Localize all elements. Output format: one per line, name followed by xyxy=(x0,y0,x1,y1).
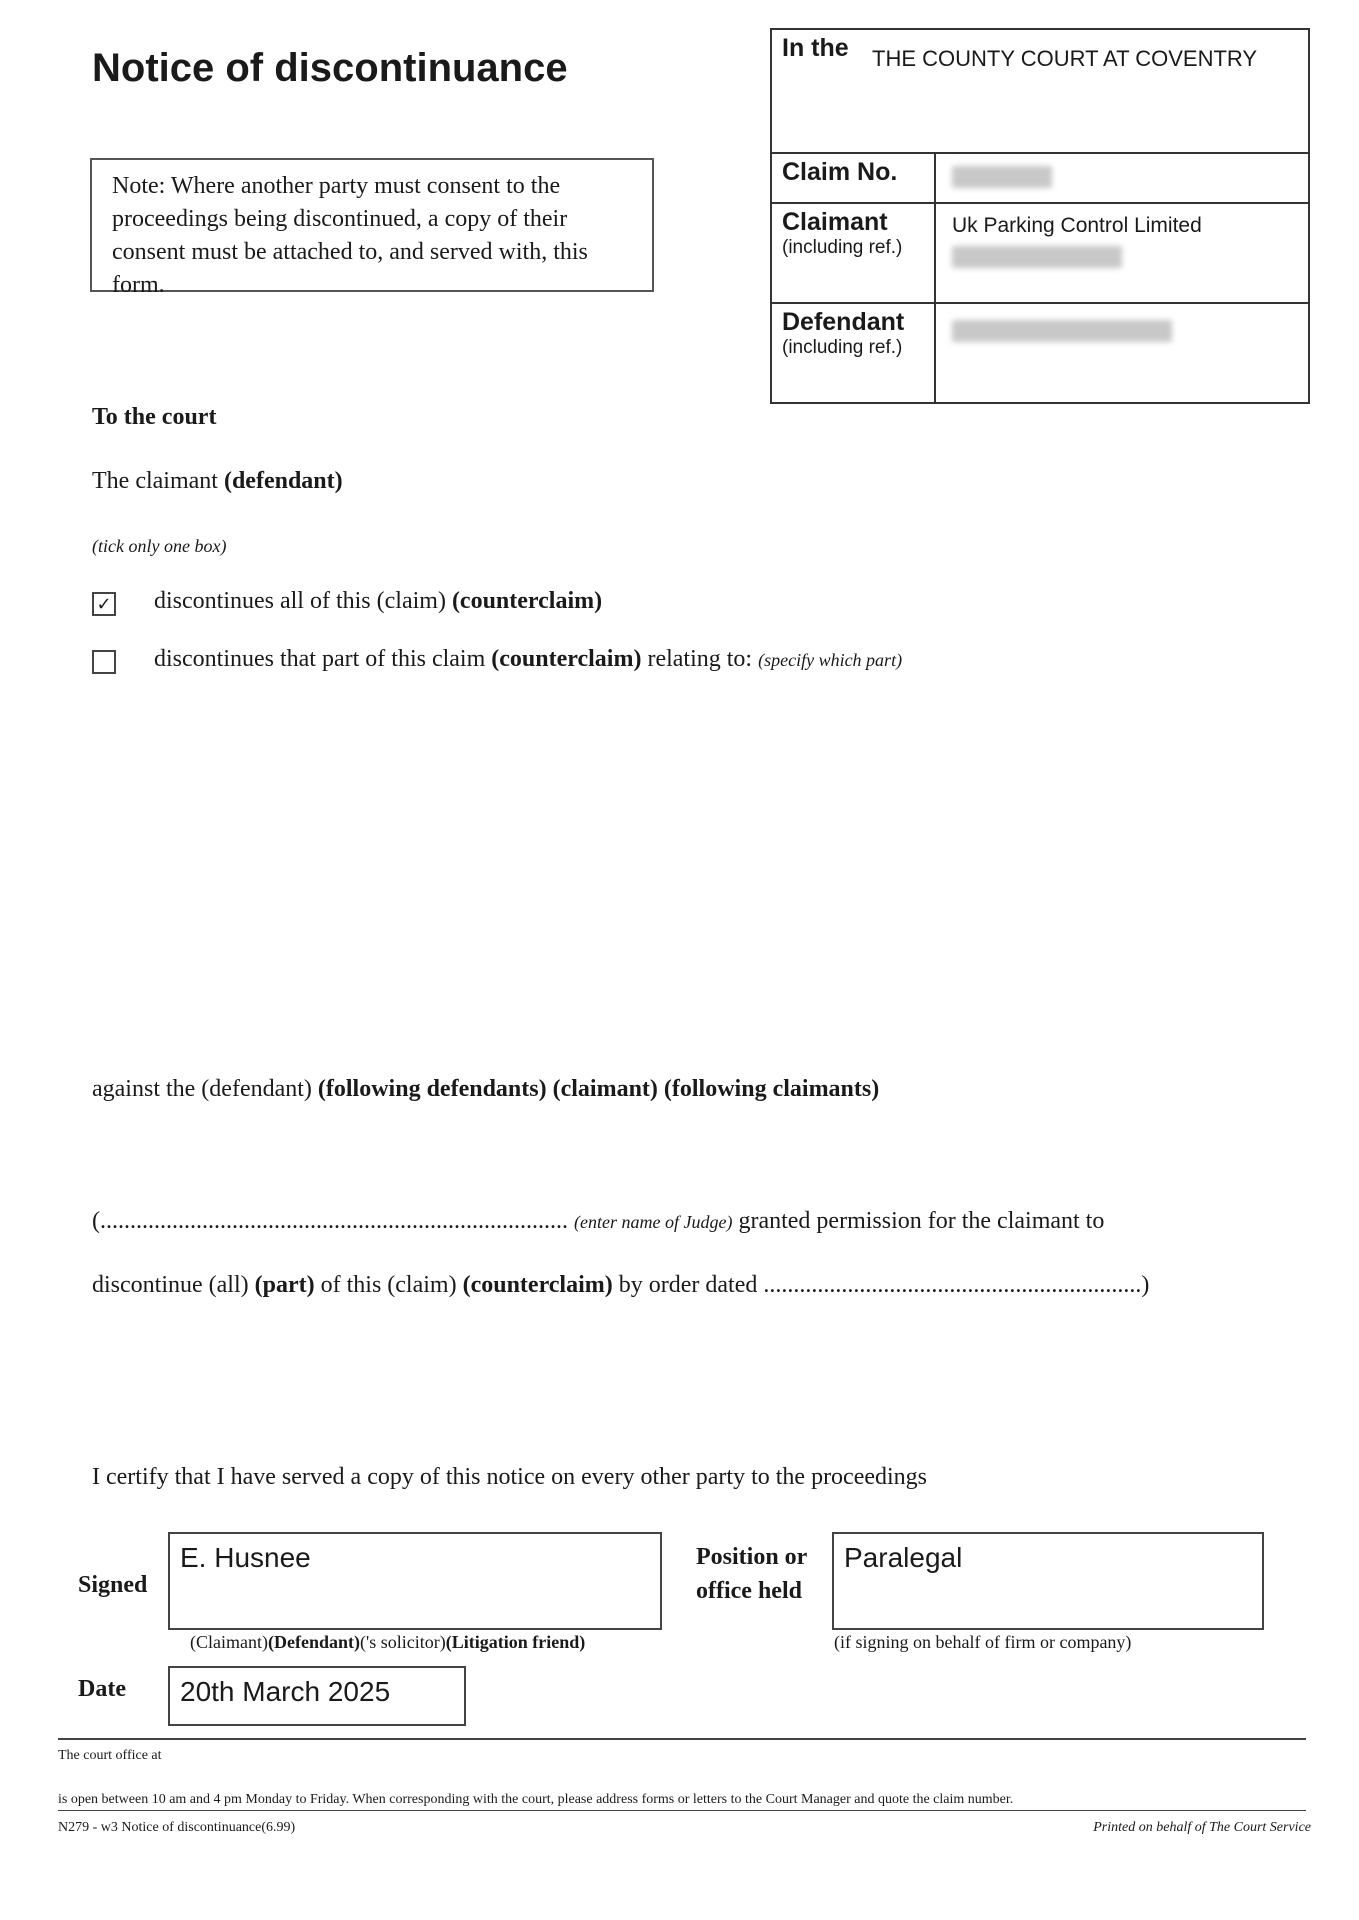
position-value: Paralegal xyxy=(844,1542,963,1573)
court-name: THE COUNTY COURT AT COVENTRY xyxy=(872,46,1258,71)
court-office-line: The court office at xyxy=(58,1748,162,1763)
defendant-label-cell xyxy=(772,304,936,404)
signature-field[interactable] xyxy=(168,1532,662,1630)
court-name-row xyxy=(772,30,1308,154)
claimant-sublabel: (including ref.) xyxy=(782,237,903,258)
caption-struck-defendant: (Defendant) xyxy=(267,1632,360,1652)
struck-defendant: (defendant) xyxy=(223,468,343,494)
option1-label: discontinues all of this (claim) xyxy=(154,588,446,614)
form-code: N279 - w3 Notice of discontinuance(6.99) xyxy=(58,1820,296,1835)
defendant-sublabel: (including ref.) xyxy=(782,337,903,358)
position-label-line2: office held xyxy=(696,1578,802,1604)
claimant-label-cell xyxy=(772,204,936,302)
discontinue-order-line xyxy=(92,1272,1149,1299)
check-mark-icon: ✓ xyxy=(96,593,112,615)
position-label xyxy=(696,1540,807,1608)
option1-struck: (counterclaim) xyxy=(451,588,603,614)
defendant-value-cell xyxy=(936,304,1308,404)
claim-no-redacted xyxy=(952,166,1052,188)
claim-no-label-cell xyxy=(772,154,936,202)
to-the-court-heading: To the court xyxy=(92,404,217,430)
claim-no-label: Claim No. xyxy=(782,158,898,186)
footer-divider xyxy=(58,1738,1306,1740)
defendant-name-redacted xyxy=(952,320,1172,342)
date-value: 20th March 2025 xyxy=(180,1676,391,1707)
claimant-name: Uk Parking Control Limited xyxy=(952,214,1202,237)
defendant-label: Defendant xyxy=(782,308,905,336)
the-claimant-text: The claimant xyxy=(92,468,218,494)
caption-struck-litigation-friend: (Litigation friend) xyxy=(445,1632,586,1652)
discontinue-all-checkbox[interactable] xyxy=(92,592,116,616)
judge-dots: (.............................................................................. xyxy=(92,1208,568,1234)
order-dated-text: by order dated ...............................................................) xyxy=(618,1272,1150,1298)
office-hours-line: is open between 10 am and 4 pm Monday to Friday. When corresponding with the court, please address forms or letters to the Court Manager and quote the claim number. xyxy=(58,1792,1306,1811)
position-field[interactable] xyxy=(832,1532,1264,1630)
printed-by: Printed on behalf of The Court Service xyxy=(1093,1820,1311,1835)
tick-instruction: (tick only one box) xyxy=(92,536,227,556)
form-title: Notice of discontinuance xyxy=(92,46,568,90)
against-line xyxy=(92,1076,879,1103)
discontinue-part-checkbox[interactable] xyxy=(92,650,116,674)
option2-relating: relating to: xyxy=(647,646,753,672)
judge-permission-text: granted permission for the claimant to xyxy=(738,1208,1105,1234)
judge-hint: (enter name of Judge) xyxy=(574,1212,733,1232)
court-details-table xyxy=(770,28,1310,404)
judge-permission-line xyxy=(92,1208,1104,1235)
discontinue-struck-counterclaim: (counterclaim) xyxy=(462,1272,613,1298)
against-struck-1: (following defendants) xyxy=(317,1076,547,1102)
discontinue-all-text: discontinue (all) xyxy=(92,1272,249,1298)
against-text: against the (defendant) xyxy=(92,1076,312,1102)
discontinue-claim-text: of this (claim) xyxy=(320,1272,457,1298)
claim-no-value xyxy=(936,154,1308,202)
consent-note: Note: Where another party must consent to the proceedings being discontinued, a copy of their consent must be attached to, and served with, this form. xyxy=(90,158,654,292)
date-field[interactable] xyxy=(168,1666,466,1726)
in-the-label: In the xyxy=(782,34,849,62)
certify-statement: I certify that I have served a copy of this notice on every other party to the proceedings xyxy=(92,1464,928,1490)
claimant-statement xyxy=(92,468,343,495)
option2-hint: (specify which part) xyxy=(758,650,903,670)
signed-caption xyxy=(190,1632,585,1653)
claim-no-row xyxy=(772,154,1308,204)
option2-struck: (counterclaim) xyxy=(491,646,642,672)
caption-claimant: (Claimant) xyxy=(190,1632,268,1652)
against-struck-3: (following claimants) xyxy=(663,1076,880,1102)
against-struck-2: (claimant) xyxy=(552,1076,658,1102)
claimant-row xyxy=(772,204,1308,304)
caption-solicitor: ('s solicitor) xyxy=(359,1632,446,1652)
position-caption: (if signing on behalf of firm or company) xyxy=(834,1632,1132,1652)
option-discontinue-part xyxy=(154,646,902,673)
position-label-line1: Position or xyxy=(696,1544,808,1570)
claimant-value-cell xyxy=(936,204,1308,302)
signature-value: E. Husnee xyxy=(180,1542,311,1573)
discontinue-struck-part: (part) xyxy=(254,1272,315,1298)
claimant-ref-redacted xyxy=(952,246,1122,268)
claimant-label: Claimant xyxy=(782,208,888,236)
date-label: Date xyxy=(78,1676,126,1702)
signed-label: Signed xyxy=(78,1572,148,1598)
option2-label: discontinues that part of this claim xyxy=(154,646,486,672)
option-discontinue-all xyxy=(154,588,602,615)
defendant-row xyxy=(772,304,1308,404)
